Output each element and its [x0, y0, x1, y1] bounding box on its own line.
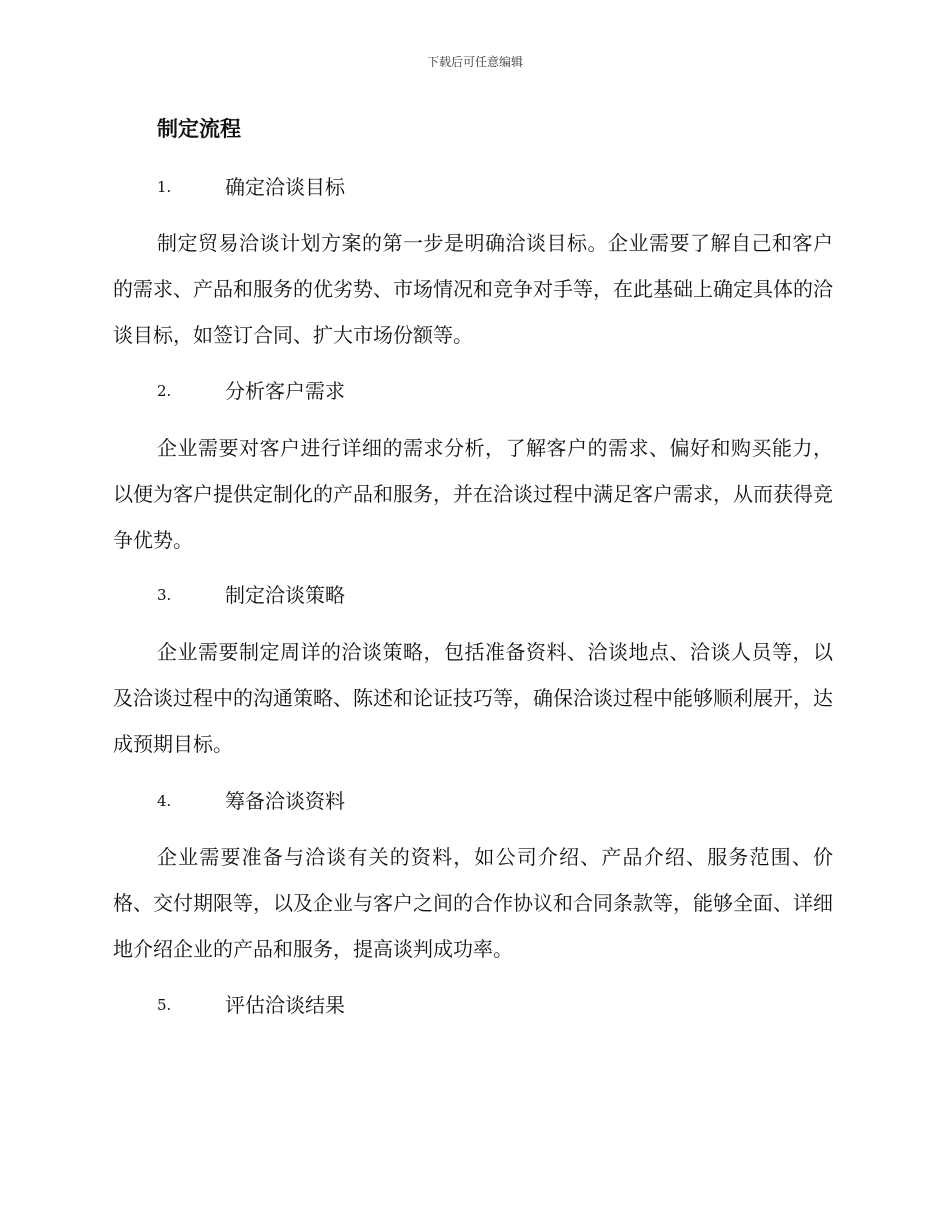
step-paragraph-4: 企业需要准备与洽谈有关的资料，如公司介绍、产品介绍、服务范围、价格、交付期限等，以及企业与客户之间的合作协议和合同条款等，能够全面、详细地介绍企业的产品和服务，提高谈判成功率。 [113, 845, 833, 961]
step-number: 5. [157, 996, 172, 1014]
page-header: 下载后可任意编辑 [426, 55, 523, 69]
step-title: 制定洽谈策略 [225, 583, 345, 607]
step-number: 2. [157, 382, 172, 400]
section-title: 制定流程 [157, 117, 241, 141]
step-number: 3. [157, 586, 172, 604]
step-title: 分析客户需求 [225, 379, 345, 403]
step-heading-2 [157, 376, 857, 406]
step-heading-4 [157, 786, 857, 816]
step-title: 评估洽谈结果 [225, 993, 345, 1017]
step-paragraph-3: 企业需要制定周详的洽谈策略，包括准备资料、洽谈地点、洽谈人员等，以及洽谈过程中的沟通策略、陈述和论证技巧等，确保洽谈过程中能够顺利展开，达成预期目标。 [113, 640, 833, 756]
step-number: 4. [157, 792, 172, 810]
step-heading-1 [157, 172, 857, 202]
step-heading-3 [157, 580, 857, 610]
step-title: 确定洽谈目标 [225, 175, 345, 199]
step-number: 1. [157, 178, 172, 196]
step-paragraph-2: 企业需要对客户进行详细的需求分析，了解客户的需求、偏好和购买能力，以便为客户提供定制化的产品和服务，并在洽谈过程中满足客户需求，从而获得竞争优势。 [113, 436, 833, 552]
step-title: 筹备洽谈资料 [225, 789, 345, 813]
step-paragraph-1: 制定贸易洽谈计划方案的第一步是明确洽谈目标。企业需要了解自己和客户的需求、产品和服务的优劣势、市场情况和竞争对手等，在此基础上确定具体的洽谈目标，如签订合同、扩大市场份额等。 [113, 231, 833, 347]
step-heading-5 [157, 990, 857, 1020]
